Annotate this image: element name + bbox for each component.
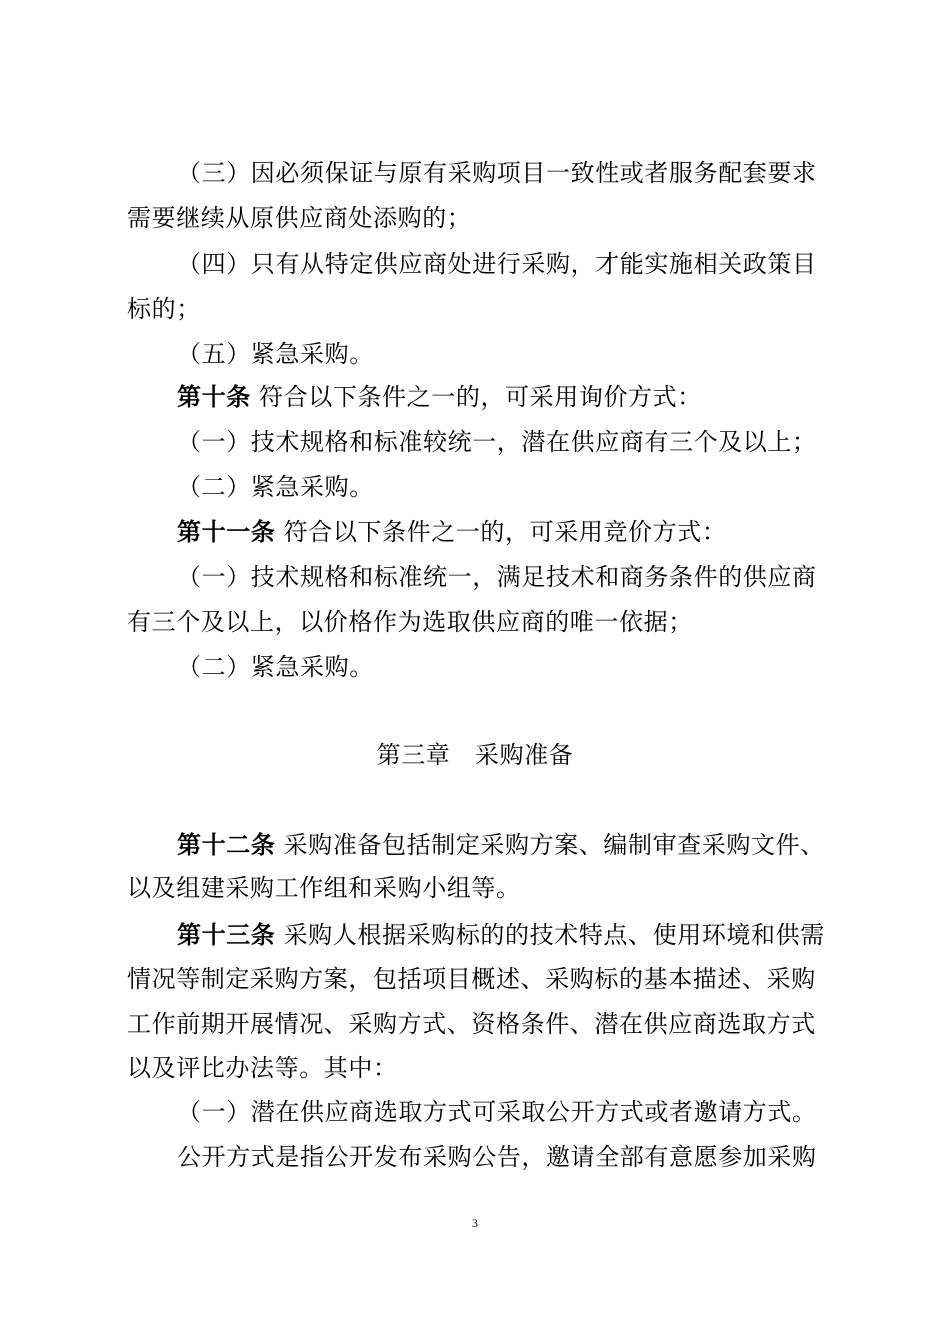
text-line: （四）只有从特定供应商处进行采购，才能实施相关政策目 xyxy=(177,250,817,278)
text-line: （二）紧急采购。 xyxy=(177,473,374,501)
article-text: 符合以下条件之一的，可采用询价方式： xyxy=(250,383,702,411)
text-line: 情况等制定采购方案，包括项目概述、采购标的基本描述、采购 xyxy=(127,965,816,993)
article-text: 符合以下条件之一的，可采用竞价方式： xyxy=(275,518,727,546)
text-line: 公开方式是指公开发布采购公告，邀请全部有意愿参加采购 xyxy=(177,1143,817,1171)
article-heading: 第十一条 xyxy=(177,518,276,546)
article-text: 采购准备包括制定采购方案、编制审查采购文件、 xyxy=(275,831,825,859)
text-line: 标的； xyxy=(127,295,201,323)
chapter-heading: 第三章 采购准备 xyxy=(376,741,574,769)
text-line: （五）紧急采购。 xyxy=(177,340,374,368)
text-line: （一）潜在供应商选取方式可采取公开方式或者邀请方式。 xyxy=(177,1098,817,1126)
text-line: （二）紧急采购。 xyxy=(177,653,374,681)
text-line: 工作前期开展情况、采购方式、资格条件、潜在供应商选取方式 xyxy=(127,1010,816,1038)
text-line: 以及组建采购工作组和采购小组等。 xyxy=(127,874,521,902)
article-11 xyxy=(177,517,726,547)
article-12 xyxy=(177,830,825,860)
text-line: （一）技术规格和标准较统一，潜在供应商有三个及以上； xyxy=(177,428,817,456)
text-line: 以及评比办法等。其中： xyxy=(127,1054,398,1082)
article-13 xyxy=(177,920,825,950)
page-number: 3 xyxy=(472,1216,478,1230)
text-line: （三）因必须保证与原有采购项目一致性或者服务配套要求 xyxy=(177,159,817,187)
text-line: 有三个及以上，以价格作为选取供应商的唯一依据； xyxy=(127,608,693,636)
article-heading: 第十三条 xyxy=(177,921,276,949)
article-heading: 第十二条 xyxy=(177,831,276,859)
article-10 xyxy=(177,382,702,412)
article-text: 采购人根据采购标的的技术特点、使用环境和供需 xyxy=(275,921,825,949)
text-line: 需要继续从原供应商处添购的； xyxy=(127,204,472,232)
text-line: （一）技术规格和标准统一，满足技术和商务条件的供应商 xyxy=(177,563,817,591)
article-heading: 第十条 xyxy=(177,383,251,411)
